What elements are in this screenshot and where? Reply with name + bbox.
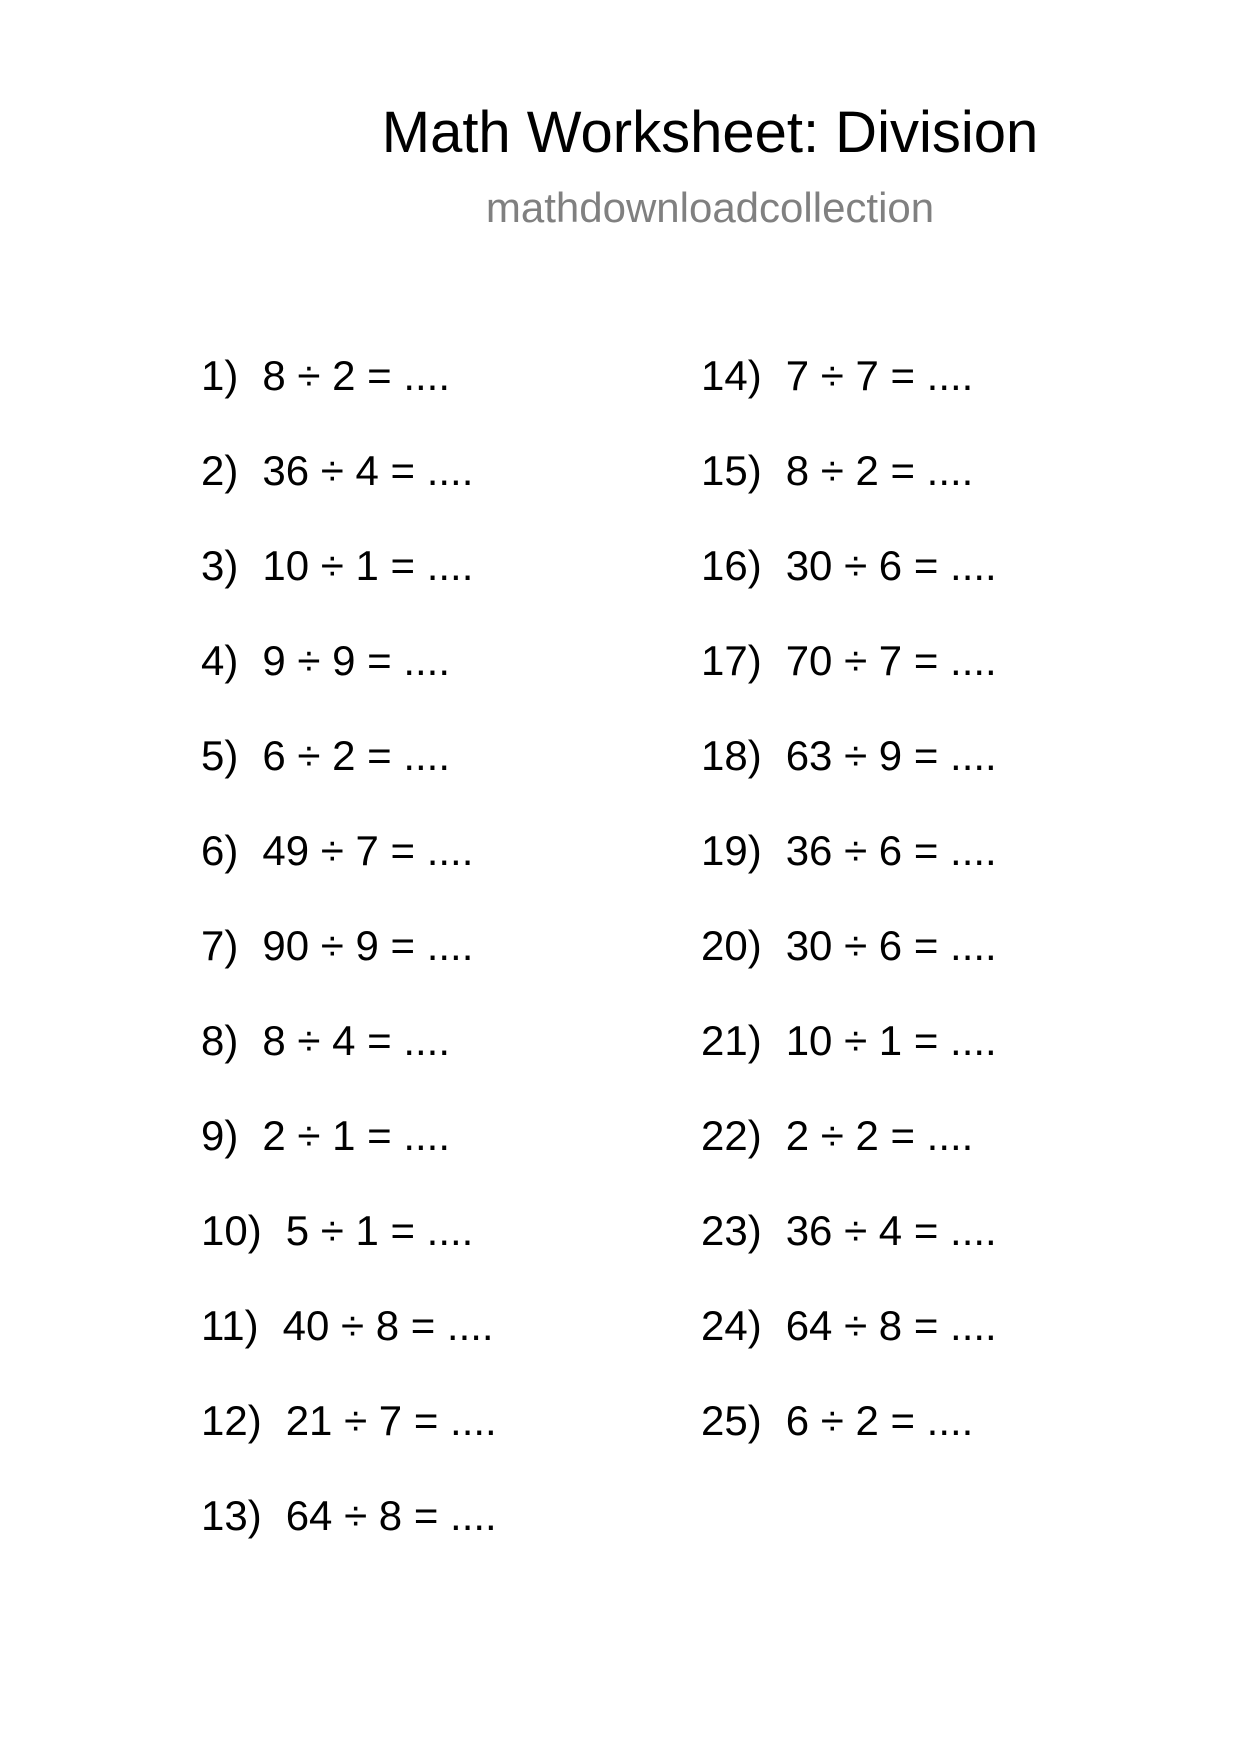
problem-number: 14) xyxy=(701,352,762,399)
problem-expression: 7 ÷ 7 = .... xyxy=(785,352,974,399)
problem-expression: 30 ÷ 6 = .... xyxy=(785,922,997,969)
problem-expression: 6 ÷ 2 = .... xyxy=(785,1397,974,1444)
problem-number: 2) xyxy=(201,447,239,494)
problem-expression: 40 ÷ 8 = .... xyxy=(282,1302,494,1349)
problem-item xyxy=(201,730,497,825)
problem-column-left xyxy=(201,350,497,1585)
problem-item xyxy=(201,1110,497,1205)
problem-expression: 63 ÷ 9 = .... xyxy=(785,732,997,779)
problem-expression: 8 ÷ 2 = .... xyxy=(785,447,974,494)
problem-expression: 30 ÷ 6 = .... xyxy=(785,542,997,589)
problem-number: 8) xyxy=(201,1017,239,1064)
problem-expression: 90 ÷ 9 = .... xyxy=(262,922,474,969)
problem-item xyxy=(201,350,497,445)
problem-number: 5) xyxy=(201,732,239,779)
problem-item xyxy=(701,1395,997,1490)
problem-number: 13) xyxy=(201,1492,262,1539)
problem-item xyxy=(701,1300,997,1395)
problem-number: 10) xyxy=(201,1207,262,1254)
problem-expression: 64 ÷ 8 = .... xyxy=(285,1492,497,1539)
page-title: Math Worksheet: Division xyxy=(381,100,1039,165)
problem-item xyxy=(201,920,497,1015)
problem-item xyxy=(201,1205,497,1300)
problem-number: 9) xyxy=(201,1112,239,1159)
problem-expression: 2 ÷ 1 = .... xyxy=(262,1112,451,1159)
problem-number: 16) xyxy=(701,542,762,589)
problem-expression: 10 ÷ 1 = .... xyxy=(785,1017,997,1064)
problem-item xyxy=(701,920,997,1015)
problem-item xyxy=(701,635,997,730)
problem-expression: 8 ÷ 4 = .... xyxy=(262,1017,451,1064)
problem-number: 18) xyxy=(701,732,762,779)
problem-item xyxy=(701,1110,997,1205)
problem-expression: 36 ÷ 4 = .... xyxy=(262,447,474,494)
problem-item xyxy=(201,445,497,540)
problem-item xyxy=(701,350,997,445)
problem-item xyxy=(701,1205,997,1300)
problem-item xyxy=(201,1490,497,1585)
problem-expression: 64 ÷ 8 = .... xyxy=(785,1302,997,1349)
problem-expression: 36 ÷ 6 = .... xyxy=(785,827,997,874)
problem-expression: 70 ÷ 7 = .... xyxy=(785,637,997,684)
problem-item xyxy=(201,1395,497,1490)
problem-number: 1) xyxy=(201,352,239,399)
problem-item xyxy=(701,445,997,540)
problem-number: 24) xyxy=(701,1302,762,1349)
page-subtitle: mathdownloadcollection xyxy=(485,184,935,231)
problem-number: 21) xyxy=(701,1017,762,1064)
problem-expression: 21 ÷ 7 = .... xyxy=(285,1397,497,1444)
problem-number: 7) xyxy=(201,922,239,969)
problem-expression: 6 ÷ 2 = .... xyxy=(262,732,451,779)
problem-number: 4) xyxy=(201,637,239,684)
problem-expression: 10 ÷ 1 = .... xyxy=(262,542,474,589)
problem-number: 15) xyxy=(701,447,762,494)
problem-column-right xyxy=(701,350,997,1490)
problem-number: 20) xyxy=(701,922,762,969)
problem-expression: 8 ÷ 2 = .... xyxy=(262,352,451,399)
problem-item xyxy=(701,1015,997,1110)
problem-expression: 36 ÷ 4 = .... xyxy=(785,1207,997,1254)
problem-number: 6) xyxy=(201,827,239,874)
problem-item xyxy=(201,635,497,730)
problem-item xyxy=(201,540,497,635)
problem-expression: 9 ÷ 9 = .... xyxy=(262,637,451,684)
problem-item xyxy=(201,825,497,920)
problem-item xyxy=(701,730,997,825)
problem-number: 25) xyxy=(701,1397,762,1444)
problem-number: 3) xyxy=(201,542,239,589)
problem-expression: 5 ÷ 1 = .... xyxy=(285,1207,474,1254)
problem-number: 19) xyxy=(701,827,762,874)
problem-expression: 49 ÷ 7 = .... xyxy=(262,827,474,874)
problem-item xyxy=(701,540,997,635)
problem-number: 12) xyxy=(201,1397,262,1444)
problem-number: 17) xyxy=(701,637,762,684)
problem-number: 22) xyxy=(701,1112,762,1159)
problem-expression: 2 ÷ 2 = .... xyxy=(785,1112,974,1159)
problem-item xyxy=(201,1015,497,1110)
problem-number: 11) xyxy=(201,1302,259,1349)
problem-item xyxy=(201,1300,497,1395)
problem-number: 23) xyxy=(701,1207,762,1254)
problem-item xyxy=(701,825,997,920)
